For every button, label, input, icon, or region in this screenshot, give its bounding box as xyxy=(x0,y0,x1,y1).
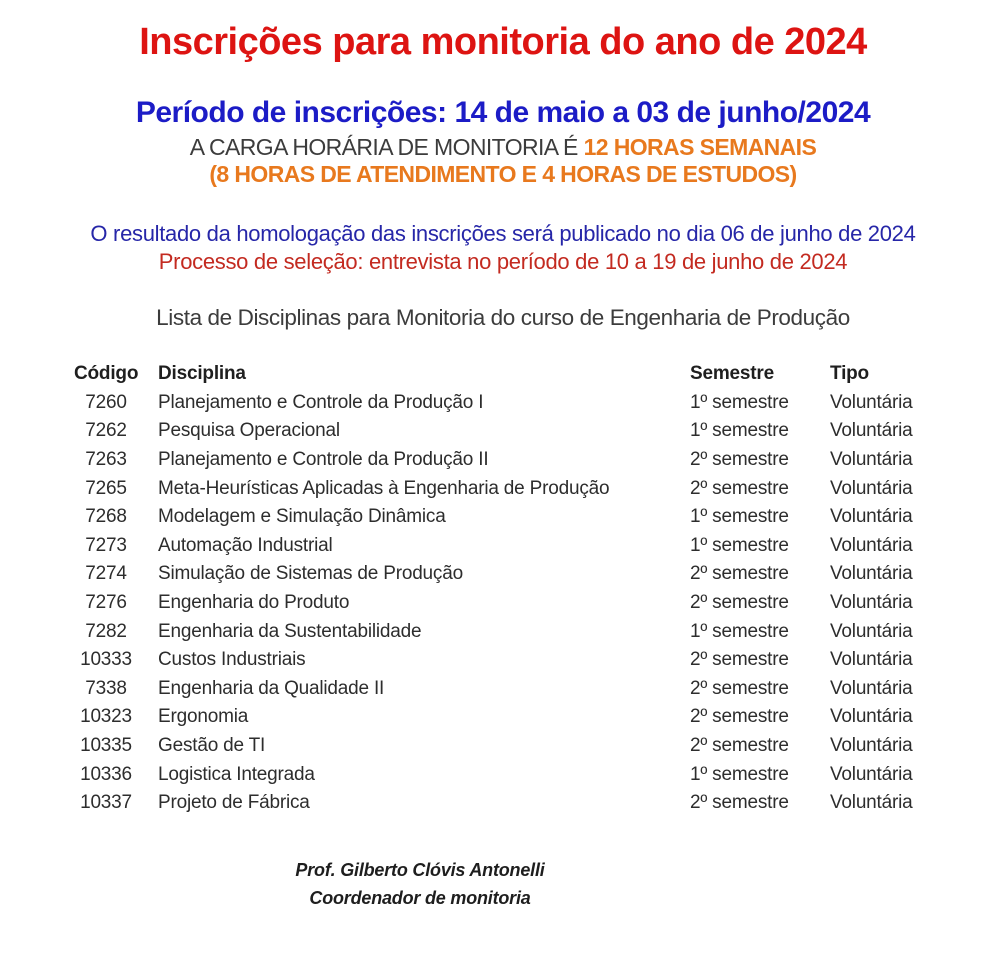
column-header-tipo: Tipo xyxy=(830,363,869,385)
column-header-codigo: Código xyxy=(74,363,139,385)
table-row xyxy=(74,646,934,675)
cell-tipo: Voluntária xyxy=(830,706,913,728)
table-header-row xyxy=(74,360,934,389)
cell-semestre: 1º semestre xyxy=(690,763,789,785)
cell-tipo: Voluntária xyxy=(830,534,913,556)
table-row xyxy=(74,760,934,789)
table-row xyxy=(74,703,934,732)
cell-tipo: Voluntária xyxy=(830,677,913,699)
page-title: Inscrições para monitoria do ano de 2024 xyxy=(139,21,867,63)
cell-disciplina: Custos Industriais xyxy=(158,649,306,671)
cell-tipo: Voluntária xyxy=(830,792,913,814)
cell-codigo: 7262 xyxy=(85,420,127,442)
table-row xyxy=(74,617,934,646)
cell-semestre: 1º semestre xyxy=(690,420,789,442)
cell-codigo: 7273 xyxy=(85,534,127,556)
cell-semestre: 1º semestre xyxy=(690,534,789,556)
cell-codigo: 10336 xyxy=(80,763,132,785)
table-row xyxy=(74,389,934,418)
column-header-semestre: Semestre xyxy=(690,363,774,385)
cell-semestre: 2º semestre xyxy=(690,706,789,728)
cell-tipo: Voluntária xyxy=(830,506,913,528)
cell-disciplina: Logistica Integrada xyxy=(158,763,315,785)
disciplines-table xyxy=(74,360,934,818)
table-row xyxy=(74,446,934,475)
cell-semestre: 2º semestre xyxy=(690,735,789,757)
cell-semestre: 2º semestre xyxy=(690,449,789,471)
cell-tipo: Voluntária xyxy=(830,563,913,585)
cell-disciplina: Planejamento e Controle da Produção I xyxy=(158,391,484,413)
table-row xyxy=(74,474,934,503)
column-header-disciplina: Disciplina xyxy=(158,363,246,385)
cell-codigo: 7282 xyxy=(85,620,127,642)
table-row xyxy=(74,503,934,532)
cell-disciplina: Modelagem e Simulação Dinâmica xyxy=(158,506,446,528)
signature-block xyxy=(0,856,840,912)
cell-tipo: Voluntária xyxy=(830,391,913,413)
cell-disciplina: Engenharia do Produto xyxy=(158,592,350,614)
cell-semestre: 2º semestre xyxy=(690,477,789,499)
cell-disciplina: Pesquisa Operacional xyxy=(158,420,340,442)
cell-disciplina: Engenharia da Sustentabilidade xyxy=(158,620,422,642)
table-row xyxy=(74,675,934,704)
registration-period-heading: Período de inscrições: 14 de maio a 03 de junho/2024 xyxy=(135,96,871,129)
cell-tipo: Voluntária xyxy=(830,420,913,442)
cell-semestre: 1º semestre xyxy=(690,620,789,642)
cell-codigo: 10337 xyxy=(80,792,132,814)
selection-notice: Processo de seleção: entrevista no período de 10 a 19 de junho de 2024 xyxy=(158,249,848,274)
cell-semestre: 2º semestre xyxy=(690,792,789,814)
table-row xyxy=(74,532,934,561)
cell-disciplina: Meta-Heurísticas Aplicadas à Engenharia de Produção xyxy=(158,477,610,499)
cell-disciplina: Simulação de Sistemas de Produção xyxy=(158,563,463,585)
cell-disciplina: Gestão de TI xyxy=(158,735,266,757)
signature-name: Prof. Gilberto Clóvis Antonelli xyxy=(295,859,545,880)
table-row xyxy=(74,789,934,818)
cell-semestre: 2º semestre xyxy=(690,592,789,614)
cell-semestre: 2º semestre xyxy=(690,649,789,671)
workload-prefix: A CARGA HORÁRIA DE MONITORIA É xyxy=(189,134,584,160)
cell-tipo: Voluntária xyxy=(830,620,913,642)
cell-codigo: 10323 xyxy=(80,706,132,728)
cell-disciplina: Engenharia da Qualidade II xyxy=(158,677,385,699)
result-notice: O resultado da homologação das inscrições será publicado no dia 06 de junho de 2024 xyxy=(90,221,916,246)
workload-detail-line: (8 HORAS DE ATENDIMENTO E 4 HORAS DE ESTUDOS) xyxy=(209,161,797,187)
cell-tipo: Voluntária xyxy=(830,735,913,757)
cell-codigo: 7274 xyxy=(85,563,127,585)
signature-role: Coordenador de monitoria xyxy=(309,887,531,908)
cell-codigo: 7338 xyxy=(85,677,127,699)
cell-disciplina: Ergonomia xyxy=(158,706,249,728)
cell-semestre: 2º semestre xyxy=(690,563,789,585)
cell-codigo: 7276 xyxy=(85,592,127,614)
table-row xyxy=(74,417,934,446)
cell-tipo: Voluntária xyxy=(830,763,913,785)
cell-codigo: 7265 xyxy=(85,477,127,499)
cell-codigo: 7260 xyxy=(85,391,127,413)
cell-semestre: 1º semestre xyxy=(690,391,789,413)
cell-codigo: 10333 xyxy=(80,649,132,671)
cell-codigo: 10335 xyxy=(80,735,132,757)
cell-disciplina: Projeto de Fábrica xyxy=(158,792,310,814)
cell-tipo: Voluntária xyxy=(830,649,913,671)
workload-highlight: 12 HORAS SEMANAIS xyxy=(583,134,817,160)
workload-line xyxy=(0,134,1006,161)
table-row xyxy=(74,560,934,589)
disciplines-list-heading: Lista de Disciplinas para Monitoria do curso de Engenharia de Produção xyxy=(156,305,850,330)
cell-semestre: 2º semestre xyxy=(690,677,789,699)
cell-tipo: Voluntária xyxy=(830,477,913,499)
table-body xyxy=(74,389,934,818)
cell-tipo: Voluntária xyxy=(830,449,913,471)
table-row xyxy=(74,732,934,761)
cell-disciplina: Automação Industrial xyxy=(158,534,333,556)
cell-tipo: Voluntária xyxy=(830,592,913,614)
cell-codigo: 7263 xyxy=(85,449,127,471)
cell-codigo: 7268 xyxy=(85,506,127,528)
cell-disciplina: Planejamento e Controle da Produção II xyxy=(158,449,489,471)
cell-semestre: 1º semestre xyxy=(690,506,789,528)
table-row xyxy=(74,589,934,618)
